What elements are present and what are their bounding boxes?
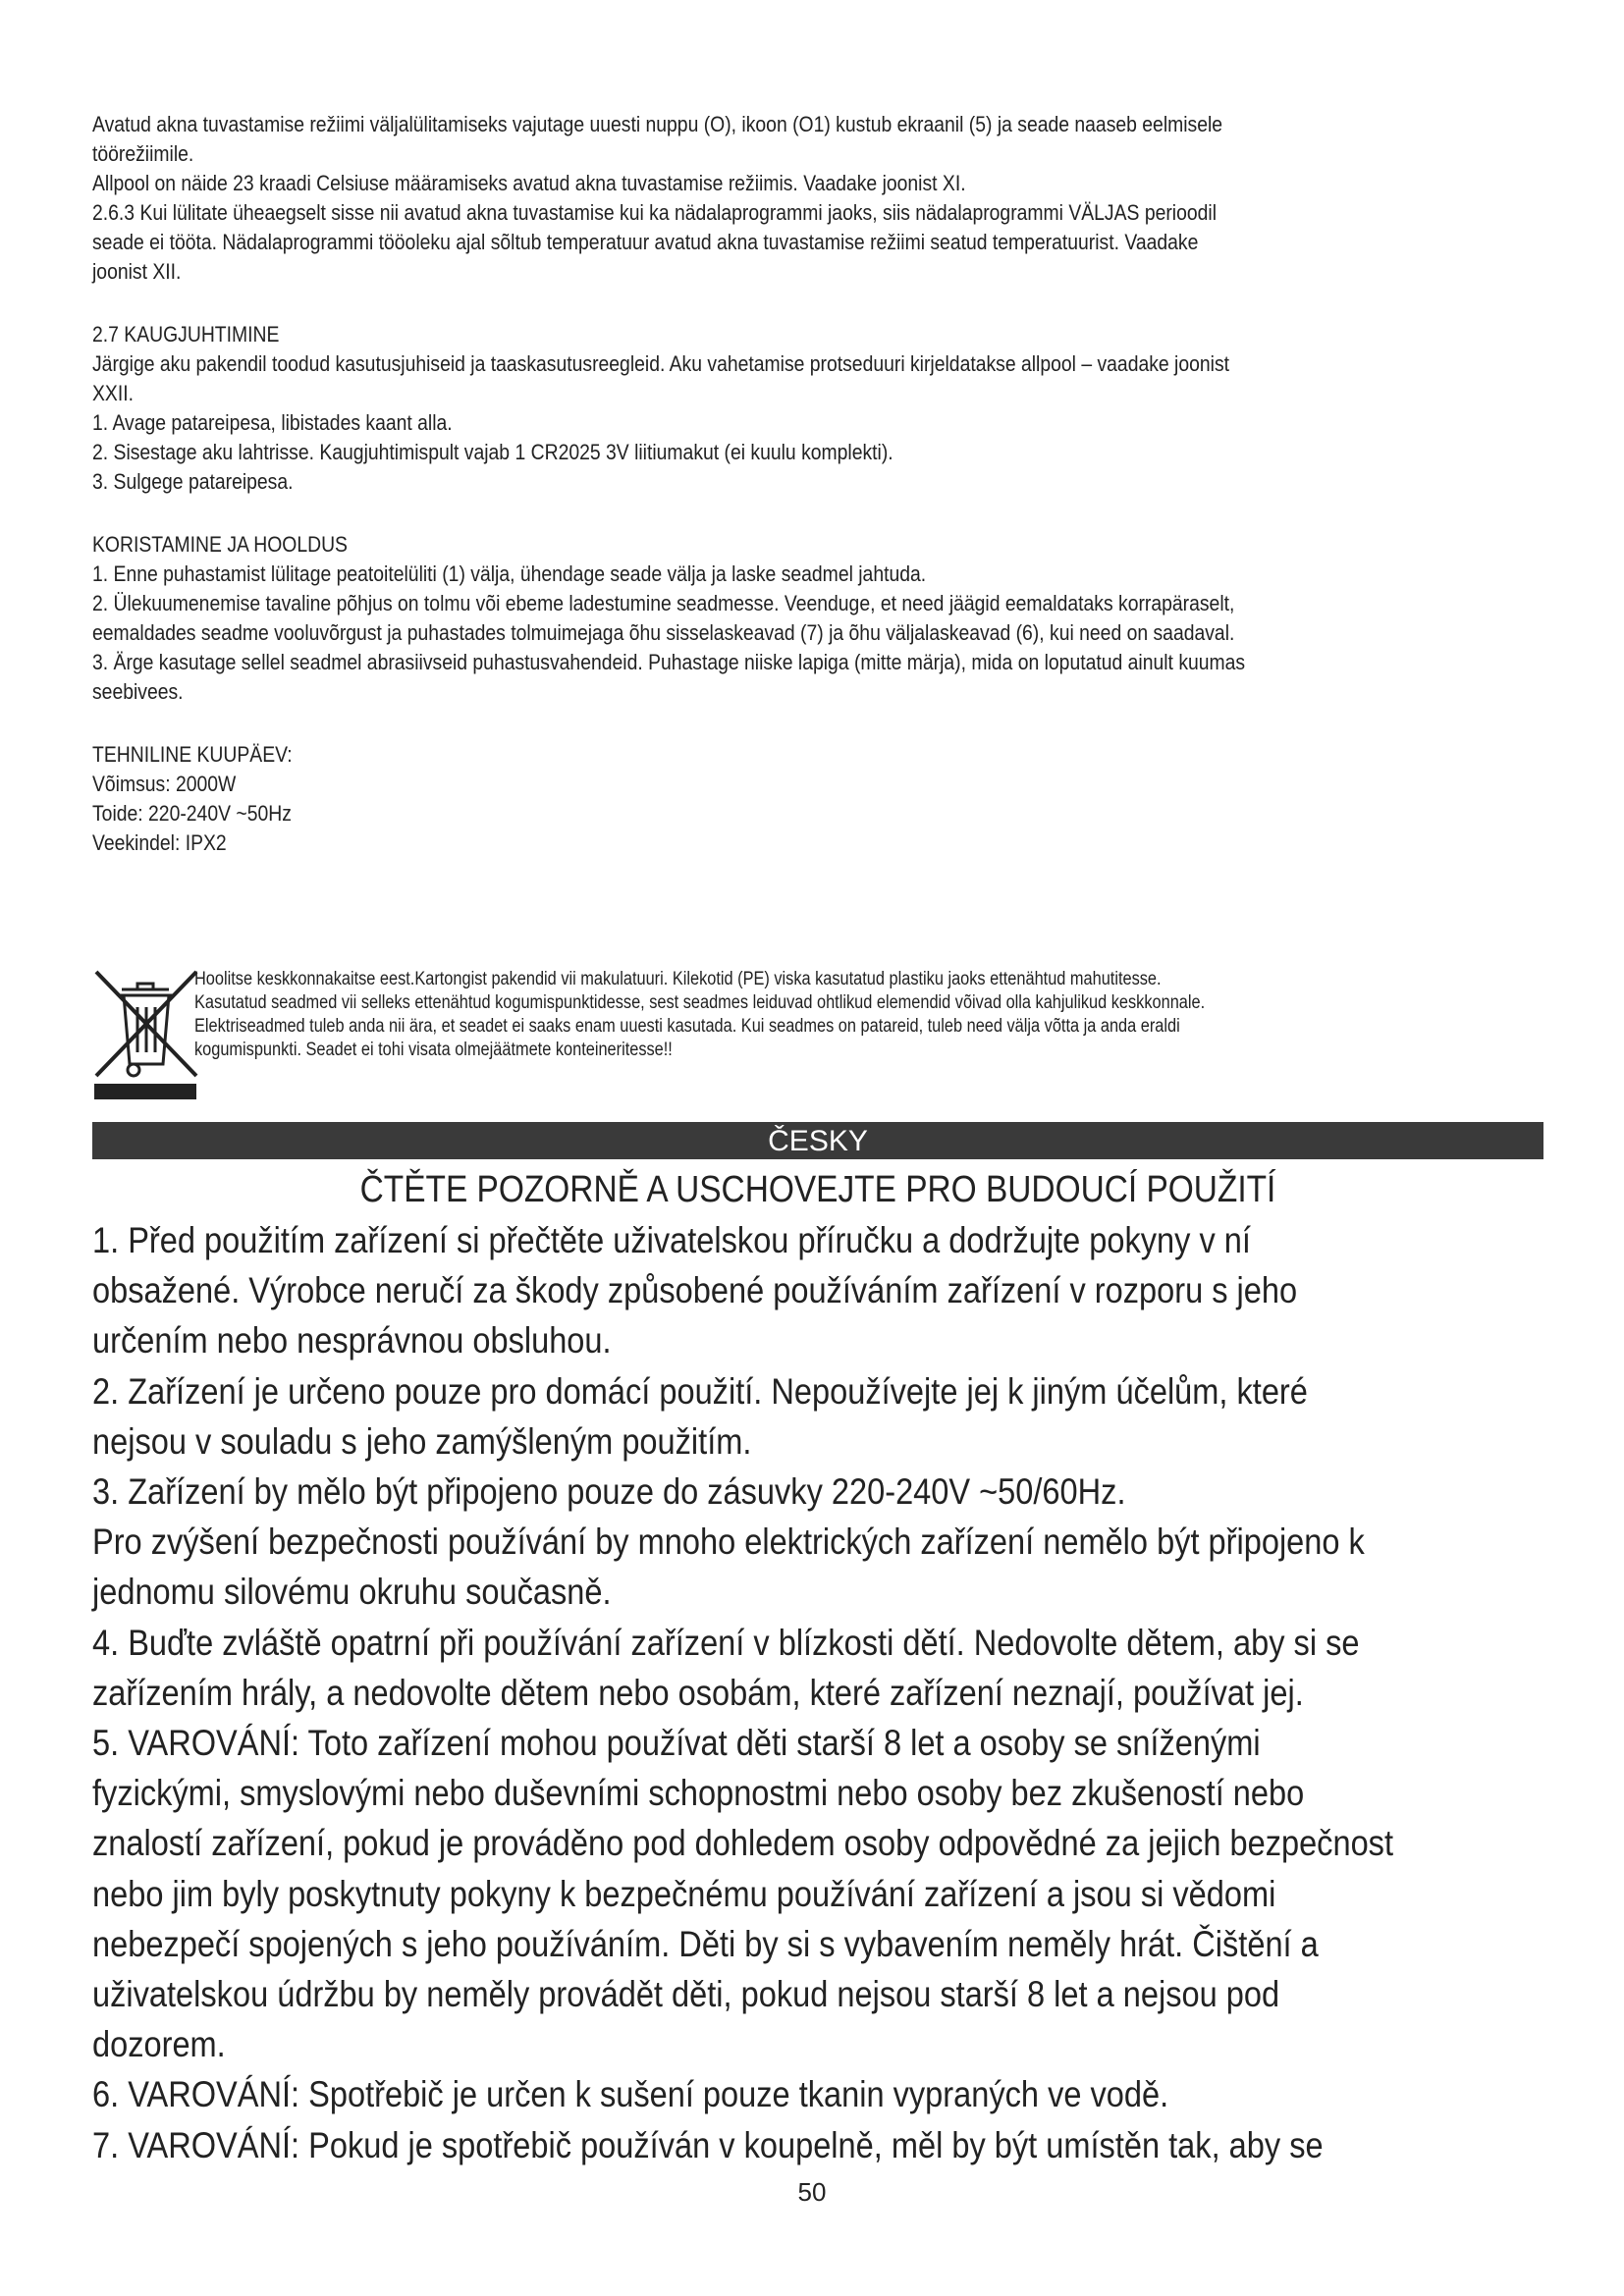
text-line: 6. VAROVÁNÍ: Spotřebič je určen k sušení pouze tkanin vypraných ve vodě. <box>92 2074 1169 2115</box>
text-line: nebezpečí spojených s jeho používáním. Děti by si s vybavením neměly hrát. Čištění a <box>92 1923 1319 1964</box>
text-line: dozorem. <box>92 2024 226 2065</box>
text-line: 2. Ülekuumenemise tavaline põhjus on tolmu või ebeme ladestumine seadmesse. Veenduge, et need jäägid eemaldataks korrapäraselt, <box>92 591 1235 615</box>
spacer <box>92 707 1543 740</box>
page-title: ČTĚTE POZORNĚ A USCHOVEJTE PRO BUDOUCÍ POUŽITÍ <box>359 1169 1276 1210</box>
text-line: 2.6.3 Kui lülitate üheaegselt sisse nii avatud akna tuvastamise kui ka nädalaprogrammi jaoks, siis nädalaprogrammi VÄLJAS perioodil <box>92 200 1218 225</box>
text-line: eemaldades seadme vooluvõrgust ja puhastades tolmuimejaga õhu sisselaskeavad (7) ja õhu väljalaskeavad (6), kui need on saadaval. <box>92 620 1235 645</box>
text-line: 2. Zařízení je určeno pouze pro domácí použití. Nepoužívejte jej k jiným účelům, které <box>92 1370 1308 1412</box>
text-line: znalostí zařízení, pokud je prováděno pod dohledem osoby odpovědné za jejich bezpečnost <box>92 1823 1394 1864</box>
estonian-section <box>92 110 1543 858</box>
czech-section <box>92 1215 1543 2170</box>
section-heading: 2.7 KAUGJUHTIMINE <box>92 322 280 347</box>
language-section-bar: ČESKY <box>92 1122 1543 1159</box>
text-line: 1. Avage patareipesa, libistades kaant alla. <box>92 410 453 435</box>
text-line: 3. Ärge kasutage sellel seadmel abrasiivseid puhastusvahendeid. Puhastage niiske lapiga (mitte märja), mida on loputatud ainult kuumas <box>92 650 1246 674</box>
text-line: Veekindel: IPX2 <box>92 830 227 855</box>
text-line: Pro zvýšení bezpečnosti používání by mnoho elektrických zařízení nemělo být připojeno k <box>92 1522 1365 1563</box>
text-line: 5. VAROVÁNÍ: Toto zařízení mohou používat děti starší 8 let a osoby se sníženými <box>92 1723 1261 1764</box>
text-line: fyzickými, smyslovými nebo duševními schopnostmi nebo osoby bez zkušeností nebo <box>92 1773 1305 1814</box>
text-line: 1. Enne puhastamist lülitage peatoitelüliti (1) välja, ühendage seade välja ja laske seadmel jahtuda. <box>92 561 927 586</box>
text-line: 2. Sisestage aku lahtrisse. Kaugjuhtimispult vajab 1 CR2025 3V liitiumakut (ei kuulu komplekti). <box>92 440 893 464</box>
text-line: Hoolitse keskkonnakaitse eest.Kartongist pakendid vii makulatuuri. Kilekotid (PE) viska kasutatud plastiku jaoks ettenähtud mahutitesse. <box>194 969 1162 989</box>
text-line: 7. VAROVÁNÍ: Pokud je spotřebič používán v koupelně, měl by být umístěn tak, aby se <box>92 2124 1324 2165</box>
crossed-bin-icon <box>92 968 200 1099</box>
text-line: určením nebo nesprávnou obsluhou. <box>92 1320 612 1362</box>
spacer <box>92 287 1543 320</box>
text-line: Järgige aku pakendil toodud kasutusjuhiseid ja taaskasutusreegleid. Aku vahetamise protseduuri kirjeldatakse allpool – vaadake joonist <box>92 351 1230 376</box>
text-line: nejsou v souladu s jeho zamýšleným použitím. <box>92 1420 752 1462</box>
text-line: uživatelskou údržbu by neměly provádět děti, pokud nejsou starší 8 let a nejsou pod <box>92 1974 1280 2015</box>
text-line: jednomu silovému okruhu současně. <box>92 1572 612 1613</box>
section-heading: TEHNILINE KUUPÄEV: <box>92 742 293 767</box>
text-line: 1. Před použitím zařízení si přečtěte uživatelskou příručku a dodržujte pokyny v ní <box>92 1220 1251 1260</box>
text-line: seebivees. <box>92 679 184 704</box>
text-line: töörežiimile. <box>92 141 194 166</box>
spacer <box>92 497 1543 530</box>
weee-text <box>194 968 1549 1062</box>
text-line: Kasutatud seadmed vii selleks ettenähtud kogumispunktidesse, sest seadmes leiduvad ohtlikud elemendid võivad olla kahjulikud keskkonnale. <box>194 992 1206 1013</box>
text-line: 4. Buďte zvláště opatrní při používání zařízení v blízkosti dětí. Nedovolte dětem, aby si se <box>92 1622 1360 1663</box>
text-line: XXII. <box>92 381 134 405</box>
weee-notice <box>92 968 1543 1115</box>
text-line: Allpool on näide 23 kraadi Celsiuse määramiseks avatud akna tuvastamise režiimis. Vaadake joonist XI. <box>92 171 966 195</box>
text-line: kogumispunkti. Seadet ei tohi visata olmejäätmete konteineritesse!! <box>194 1040 673 1060</box>
text-line: zařízením hrály, a nedovolte dětem nebo osobám, které zařízení neznají, používat jej. <box>92 1672 1304 1713</box>
text-line: nebo jim byly poskytnuty pokyny k bezpečnému používání zařízení a jsou si vědomi <box>92 1873 1276 1914</box>
text-line: obsažené. Výrobce neručí za škody způsobené používáním zařízení v rozporu s jeho <box>92 1270 1298 1311</box>
text-line: Elektriseadmed tuleb anda nii ära, et seadet ei saaks enam uuesti kasutada. Kui seadmes on patareid, tuleb need välja võtta ja anda eraldi <box>194 1016 1180 1037</box>
text-line: Toide: 220-240V ~50Hz <box>92 801 292 826</box>
text-line: joonist XII. <box>92 259 182 284</box>
section-heading: KORISTAMINE JA HOOLDUS <box>92 532 348 557</box>
page-number: 50 <box>797 2177 827 2207</box>
text-line: Avatud akna tuvastamise režiimi väljalülitamiseks vajutage uuesti nuppu (O), ikoon (O1) kustub ekraanil (5) ja seade naaseb eelmisele <box>92 112 1223 136</box>
text-line: 3. Sulgege patareipesa. <box>92 469 294 494</box>
text-line: Võimsus: 2000W <box>92 772 237 796</box>
text-line: 3. Zařízení by mělo být připojeno pouze do zásuvky 220-240V ~50/60Hz. <box>92 1471 1126 1513</box>
text-line: seade ei tööta. Nädalaprogrammi tööoleku ajal sõltub temperatuur avatud akna tuvastamise režiimi seatud temperatuurist. Vaadake <box>92 230 1199 254</box>
